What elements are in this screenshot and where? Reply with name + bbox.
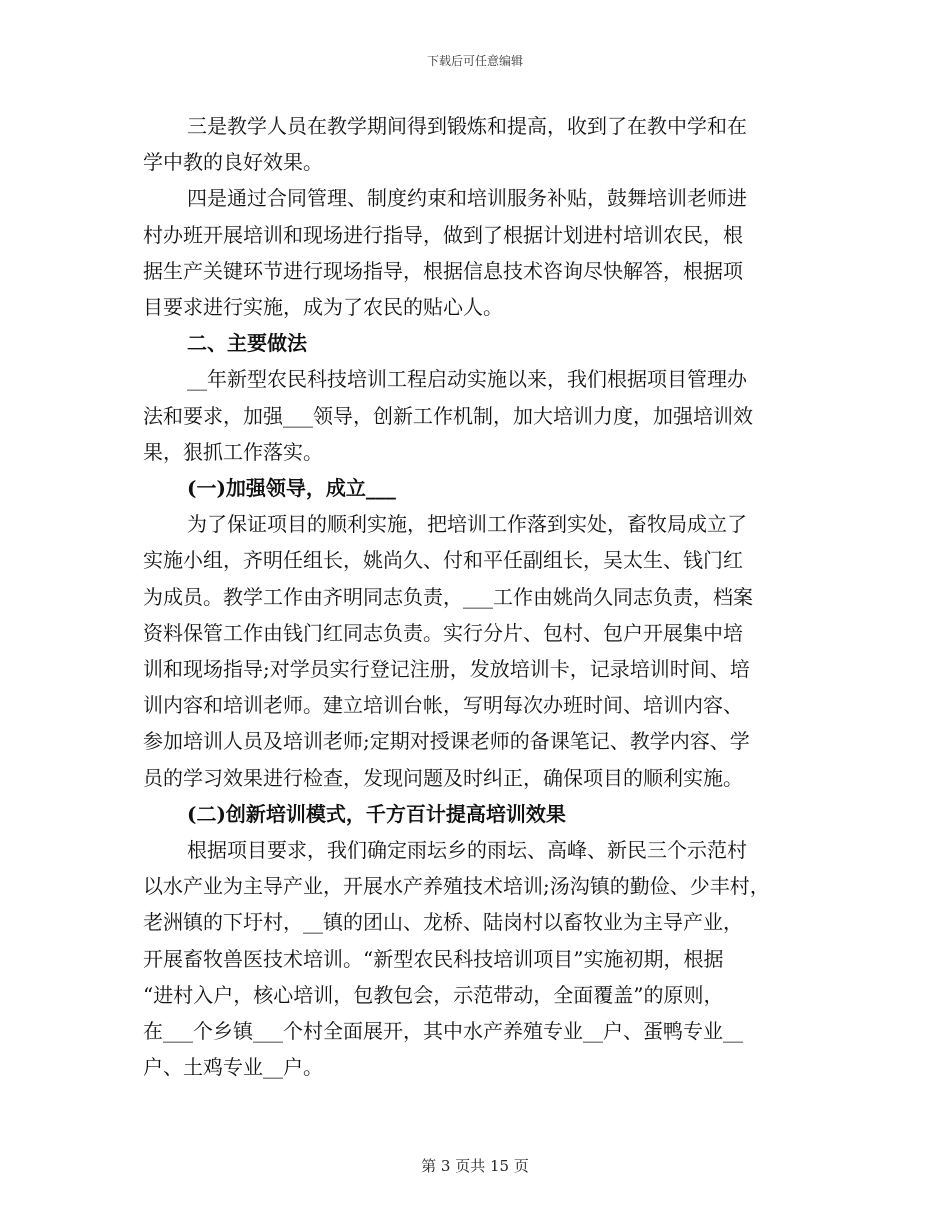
text-line: 户、土鸡专业__户。 [143, 1055, 323, 1080]
paragraph [143, 832, 815, 1085]
text-line: 训和现场指导;对学员实行登记注册，发放培训卡，记录培训时间、培 [143, 657, 750, 682]
text-line: 为成员。教学工作由齐明同志负责，___工作由姚尚久同志负责，档案 [143, 584, 753, 609]
text-line: 三是教学人员在教学期间得到锻炼和提高，收到了在教中学和在 [187, 114, 747, 138]
paragraph [143, 361, 815, 470]
heading-text: 二、主要做法 [187, 331, 307, 356]
text-line: 为了保证项目的顺利实施，把培训工作落到实处，畜牧局成立了 [187, 512, 747, 537]
subsection-heading [143, 470, 815, 506]
section-heading [143, 325, 815, 361]
text-line: 老洲镇的下圩村，__镇的团山、龙桥、陆岗村以畜牧业为主导产业， [143, 910, 743, 935]
paragraph [143, 108, 815, 180]
text-line: 实施小组，齐明任组长，姚尚久、付和平任副组长，吴太生、钱门红 [143, 548, 743, 573]
text-line: 资料保管工作由钱门红同志负责。实行分片、包村、包户开展集中培 [143, 620, 743, 645]
text-line: 学中教的良好效果。 [143, 150, 323, 175]
subsection-heading [143, 796, 815, 832]
text-line: 在___个乡镇___个村全面展开，其中水产养殖专业__户、蛋鸭专业__ [143, 1019, 743, 1044]
text-line: 以水产业为主导产业，开展水产养殖技术培训;汤沟镇的勤俭、少丰村， [143, 874, 770, 899]
paragraph [143, 506, 815, 796]
text-line: 开展畜牧兽医技术培训。“新型农民科技培训项目”实施初期，根据 [143, 946, 724, 971]
heading-text: (二)创新培训模式，千方百计提高培训效果 [187, 801, 566, 826]
text-line: 果，狠抓工作落实。 [143, 439, 323, 464]
text-line: 据生产关键环节进行现场指导，根据信息技术咨询尽快解答，根据项 [143, 258, 743, 283]
text-line: 参加培训人员及培训老师;定期对授课老师的备课笔记、教学内容、学 [143, 729, 750, 754]
text-line: 法和要求，加强___领导，创新工作机制，加大培训力度，加强培训效 [143, 403, 753, 428]
text-line: 员的学习效果进行检查，发现问题及时纠正，确保项目的顺利实施。 [143, 765, 743, 790]
page-header: 下载后可任意编辑 [426, 54, 523, 68]
document-body [143, 108, 815, 1085]
page-footer: 第 3 页共 15 页 [421, 1157, 529, 1175]
heading-text: (一)加强领导，成立___ [187, 476, 396, 501]
text-line: 四是通过合同管理、制度约束和培训服务补贴，鼓舞培训老师进 [187, 186, 747, 211]
text-line: 根据项目要求，我们确定雨坛乡的雨坛、高峰、新民三个示范村 [187, 838, 747, 863]
text-line: __年新型农民科技培训工程启动实施以来，我们根据项目管理办 [187, 367, 747, 392]
text-line: 训内容和培训老师。建立培训台帐，写明每次办班时间、培训内容、 [143, 693, 743, 718]
paragraph [143, 180, 815, 325]
text-line: 村办班开展培训和现场进行指导，做到了根据计划进村培训农民，根 [143, 222, 743, 247]
text-line: “进村入户，核心培训，包教包会，示范带动，全面覆盖”的原则， [143, 982, 724, 1007]
text-line: 目要求进行实施，成为了农民的贴心人。 [143, 295, 503, 320]
